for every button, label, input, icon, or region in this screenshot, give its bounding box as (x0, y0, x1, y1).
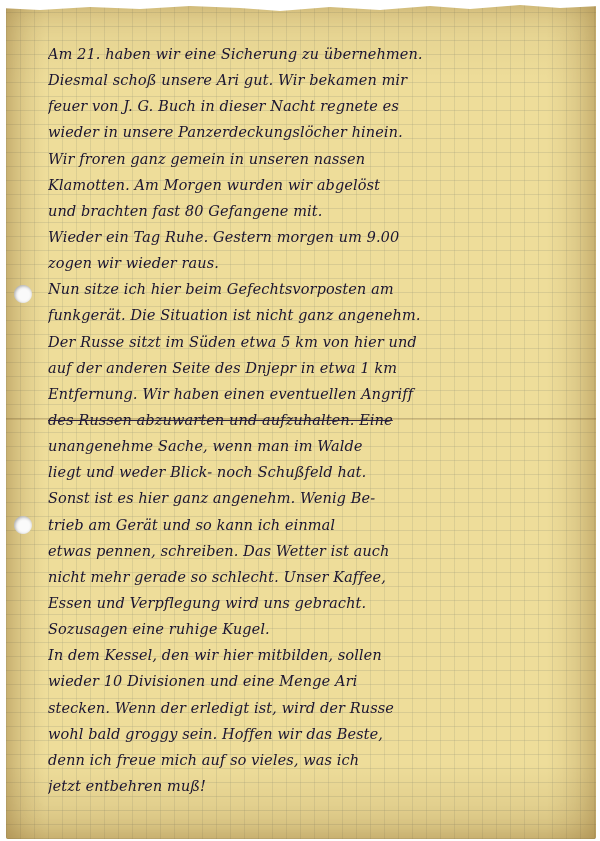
punch-hole-lower (14, 516, 32, 534)
text-line: wieder 10 Divisionen und eine Menge Ari (48, 674, 358, 691)
text-line: stecken. Wenn der erledigt ist, wird der Russe (48, 700, 394, 717)
text-line: wohl bald groggy sein. Hoffen wir das Beste, (48, 726, 384, 743)
text-line: denn ich freue mich auf so vieles, was ich (48, 752, 360, 769)
text-line: Diesmal schoß unsere Ari gut. Wir bekamen mir (48, 73, 408, 90)
handwritten-letter-body (48, 42, 588, 800)
text-line: Wieder ein Tag Ruhe. Gestern morgen um 9.00 (48, 229, 400, 246)
text-line: Sonst ist es hier ganz angenehm. Wenig Be- (48, 491, 376, 508)
text-line: Wir froren ganz gemein in unseren nassen (48, 151, 366, 168)
text-line: Sozusagen eine ruhige Kugel. (48, 622, 270, 639)
text-line-struck: des Russen abzuwarten und aufzuhalten. Eine (48, 412, 393, 429)
text-line: nicht mehr gerade so schlecht. Unser Kaffee, (48, 569, 386, 586)
text-line: feuer von J. G. Buch in dieser Nacht regnete es (48, 99, 399, 116)
text-line: auf der anderen Seite des Dnjepr in etwa 1 km (48, 360, 398, 377)
text-line: jetzt entbehren muß! (48, 778, 206, 795)
text-line: Entfernung. Wir haben einen eventuellen Angriff (48, 386, 414, 403)
text-line: Am 21. haben wir eine Sicherung zu übernehmen. (48, 47, 423, 63)
text-line: etwas pennen, schreiben. Das Wetter ist auch (48, 543, 390, 560)
text-line: unangenehme Sache, wenn man im Walde (48, 439, 363, 456)
text-line: funkgerät. Die Situation ist nicht ganz angenehm. (48, 308, 421, 325)
text-line: und brachten fast 80 Gefangene mit. (48, 203, 323, 220)
text-line: liegt und weder Blick- noch Schußfeld hat. (48, 465, 367, 482)
punch-hole-upper (14, 285, 32, 303)
text-line: zogen wir wieder raus. (48, 256, 219, 273)
text-line: In dem Kessel, den wir hier mitbilden, sollen (48, 648, 382, 665)
text-line: Essen und Verpflegung wird uns gebracht. (48, 595, 367, 612)
text-line: wieder in unsere Panzerdeckungslöcher hinein. (48, 125, 403, 142)
text-line: Nun sitze ich hier beim Gefechtsvorposten am (48, 282, 394, 299)
torn-edge (0, 0, 600, 14)
text-line: Der Russe sitzt im Süden etwa 5 km von hier und (48, 334, 417, 351)
text-line: trieb am Gerät und so kann ich einmal (48, 517, 336, 534)
text-line: Klamotten. Am Morgen wurden wir abgelöst (48, 177, 381, 194)
